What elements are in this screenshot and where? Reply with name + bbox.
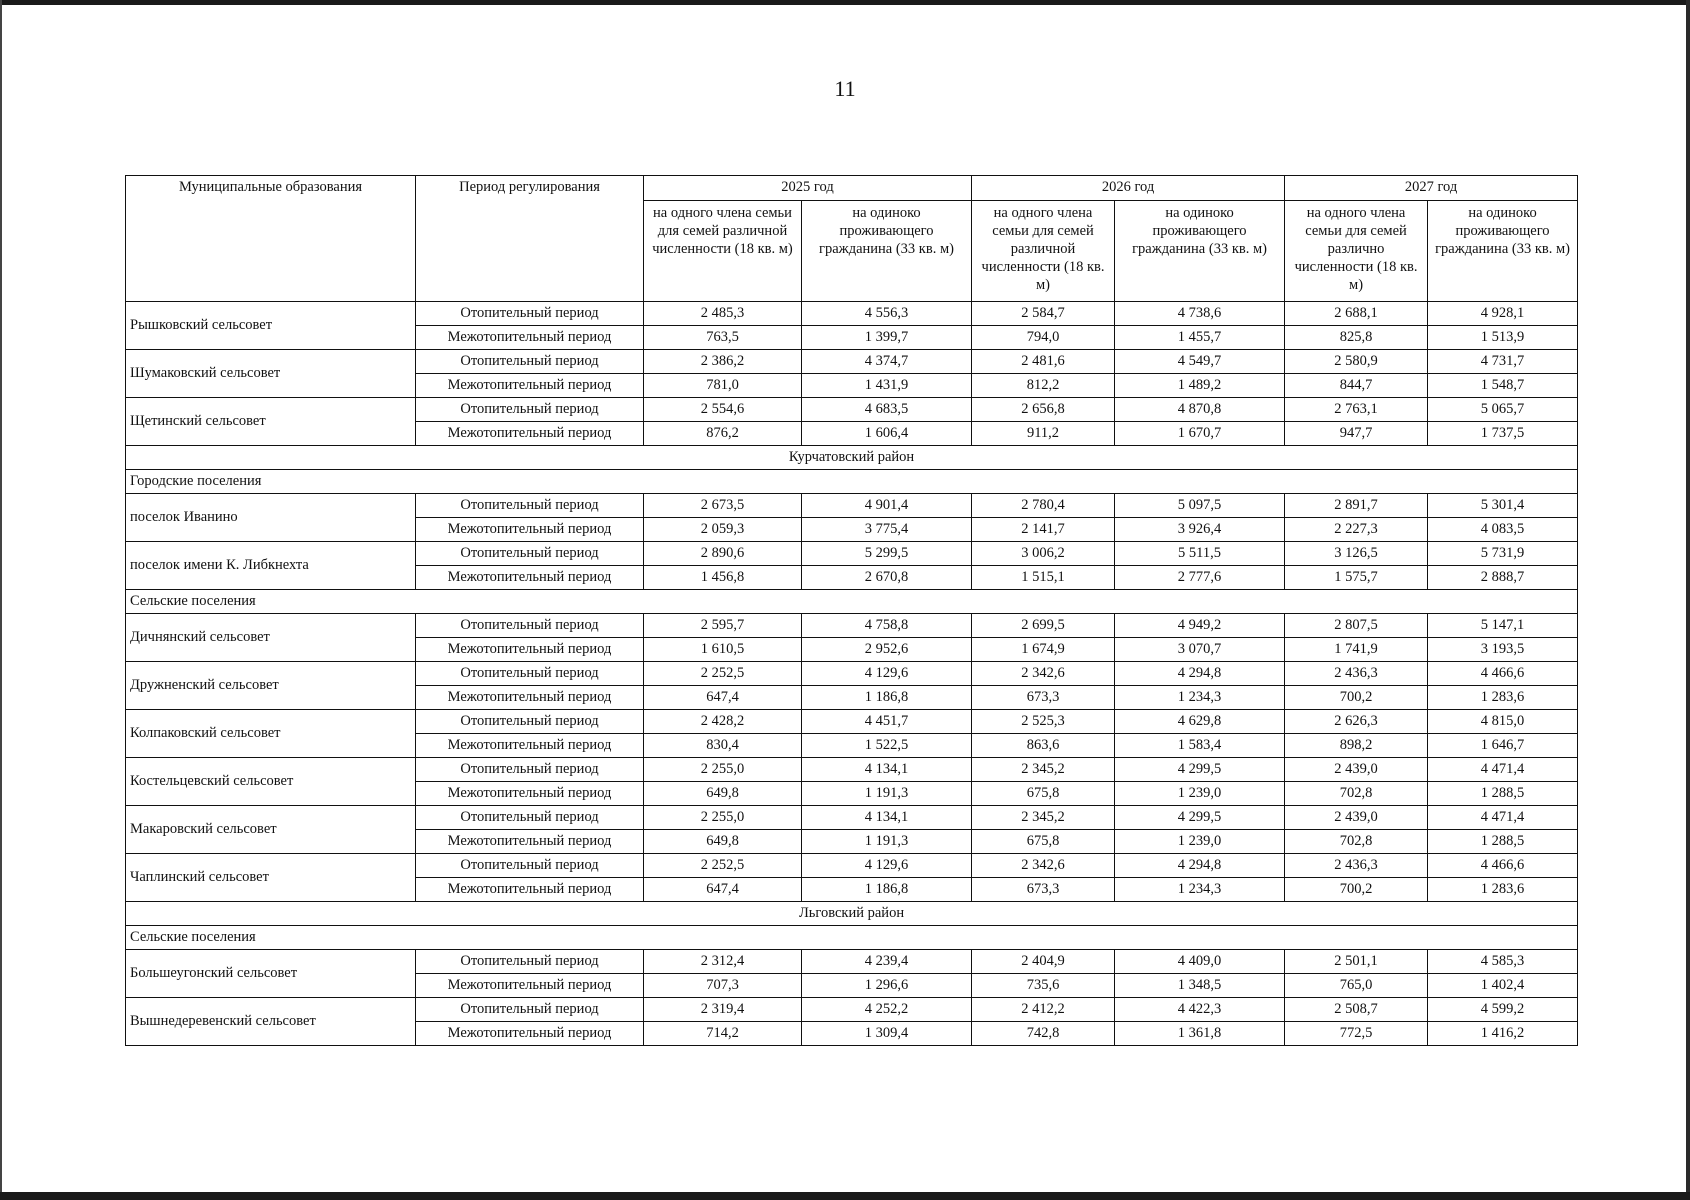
- tariff-value: 2 342,6: [972, 662, 1115, 686]
- tariff-value: 1 741,9: [1285, 638, 1428, 662]
- tariff-value: 4 870,8: [1115, 398, 1285, 422]
- tariff-value: 1 522,5: [802, 734, 972, 758]
- period-label: Отопительный период: [416, 806, 644, 830]
- tariff-value: 5 299,5: [802, 542, 972, 566]
- tariff-value: 2 688,1: [1285, 302, 1428, 326]
- tariff-value: 5 097,5: [1115, 494, 1285, 518]
- table-row: [126, 302, 1578, 326]
- district-name: Курчатовский район: [126, 446, 1578, 470]
- tariff-value: 1 489,2: [1115, 374, 1285, 398]
- municipality-name: Рышковский сельсовет: [126, 302, 416, 350]
- tariff-value: 4 683,5: [802, 398, 972, 422]
- tariff-value: 675,8: [972, 830, 1115, 854]
- tariff-value: 2 501,1: [1285, 950, 1428, 974]
- period-label: Отопительный период: [416, 854, 644, 878]
- tariff-value: 863,6: [972, 734, 1115, 758]
- tariff-value: 700,2: [1285, 686, 1428, 710]
- municipality-name: Колпаковский сельсовет: [126, 710, 416, 758]
- tariff-value: 707,3: [644, 974, 802, 998]
- tariff-value: 2 508,7: [1285, 998, 1428, 1022]
- tariff-value: 1 283,6: [1428, 686, 1578, 710]
- tariff-value: 772,5: [1285, 1022, 1428, 1046]
- tariff-value: 2 584,7: [972, 302, 1115, 326]
- tariff-value: 1 361,8: [1115, 1022, 1285, 1046]
- tariff-value: 4 134,1: [802, 806, 972, 830]
- period-label: Отопительный период: [416, 398, 644, 422]
- tariff-value: 2 319,4: [644, 998, 802, 1022]
- tariff-value: 876,2: [644, 422, 802, 446]
- tariff-value: 4 239,4: [802, 950, 972, 974]
- municipality-name: Большеугонский сельсовет: [126, 950, 416, 998]
- tariff-value: 2 428,2: [644, 710, 802, 734]
- table-row: [126, 710, 1578, 734]
- tariff-value: 649,8: [644, 782, 802, 806]
- period-label: Отопительный период: [416, 758, 644, 782]
- tariff-value: 825,8: [1285, 326, 1428, 350]
- tariff-value: 1 456,8: [644, 566, 802, 590]
- table-header: [126, 176, 1578, 302]
- tariff-value: 4 294,8: [1115, 662, 1285, 686]
- tariff-value: 2 345,2: [972, 806, 1115, 830]
- tariff-value: 673,3: [972, 878, 1115, 902]
- tariff-value: 4 471,4: [1428, 758, 1578, 782]
- tariff-value: 2 412,2: [972, 998, 1115, 1022]
- tariff-value: 4 374,7: [802, 350, 972, 374]
- tariff-value: 1 186,8: [802, 878, 972, 902]
- scan-left-border: [0, 0, 2, 1200]
- tariff-value: 1 548,7: [1428, 374, 1578, 398]
- tariff-value: 763,5: [644, 326, 802, 350]
- period-label: Отопительный период: [416, 350, 644, 374]
- tariff-value: 649,8: [644, 830, 802, 854]
- tariff-value: 898,2: [1285, 734, 1428, 758]
- tariff-value: 1 283,6: [1428, 878, 1578, 902]
- table-row: [126, 542, 1578, 566]
- scan-right-border: [1686, 0, 1690, 1200]
- tariff-value: 3 193,5: [1428, 638, 1578, 662]
- tariff-value: 1 239,0: [1115, 782, 1285, 806]
- tariff-value: 4 585,3: [1428, 950, 1578, 974]
- tariff-value: 2 227,3: [1285, 518, 1428, 542]
- tariff-value: 4 134,1: [802, 758, 972, 782]
- tariff-value: 765,0: [1285, 974, 1428, 998]
- tariff-value: 702,8: [1285, 830, 1428, 854]
- period-label: Отопительный период: [416, 302, 644, 326]
- tariff-value: 2 888,7: [1428, 566, 1578, 590]
- tariff-value: 4 129,6: [802, 854, 972, 878]
- tariff-value: 2 404,9: [972, 950, 1115, 974]
- tariff-value: 700,2: [1285, 878, 1428, 902]
- tariff-value: 1 288,5: [1428, 830, 1578, 854]
- tariff-value: 2 699,5: [972, 614, 1115, 638]
- tariff-value: 2 345,2: [972, 758, 1115, 782]
- district-name: Льговский район: [126, 902, 1578, 926]
- period-label: Отопительный период: [416, 662, 644, 686]
- period-label: Отопительный период: [416, 542, 644, 566]
- tariff-value: 702,8: [1285, 782, 1428, 806]
- table-row: [126, 350, 1578, 374]
- tariff-value: 4 949,2: [1115, 614, 1285, 638]
- period-label: Межотопительный период: [416, 974, 644, 998]
- period-label: Отопительный период: [416, 614, 644, 638]
- tariff-value: 2 436,3: [1285, 662, 1428, 686]
- group-row: [126, 590, 1578, 614]
- period-label: Межотопительный период: [416, 422, 644, 446]
- period-label: Отопительный период: [416, 710, 644, 734]
- tariff-value: 2 485,3: [644, 302, 802, 326]
- tariff-value: 1 575,7: [1285, 566, 1428, 590]
- tariff-value: 844,7: [1285, 374, 1428, 398]
- tariff-value: 2 059,3: [644, 518, 802, 542]
- tariff-value: 3 070,7: [1115, 638, 1285, 662]
- municipality-name: Дружненский сельсовет: [126, 662, 416, 710]
- tariff-value: 2 890,6: [644, 542, 802, 566]
- table-row: [126, 662, 1578, 686]
- tariff-value: 1 191,3: [802, 830, 972, 854]
- scan-bottom-border: [0, 1192, 1690, 1200]
- tariff-value: 5 301,4: [1428, 494, 1578, 518]
- tariff-value: 2 141,7: [972, 518, 1115, 542]
- tariff-value: 1 402,4: [1428, 974, 1578, 998]
- tariff-table: [125, 175, 1578, 1046]
- tariff-value: 2 595,7: [644, 614, 802, 638]
- tariff-value: 2 580,9: [1285, 350, 1428, 374]
- header-municipality: Муниципальные образования: [126, 176, 416, 302]
- tariff-value: 5 065,7: [1428, 398, 1578, 422]
- tariff-value: 742,8: [972, 1022, 1115, 1046]
- settlement-group-name: Сельские поселения: [126, 590, 1578, 614]
- header-sub-single: на одиноко проживающего гражданина (33 кв. м): [1115, 201, 1285, 302]
- tariff-value: 3 926,4: [1115, 518, 1285, 542]
- table-row: [126, 614, 1578, 638]
- tariff-value: 2 255,0: [644, 806, 802, 830]
- tariff-value: 4 901,4: [802, 494, 972, 518]
- tariff-value: 911,2: [972, 422, 1115, 446]
- period-label: Межотопительный период: [416, 518, 644, 542]
- table-row: [126, 854, 1578, 878]
- period-label: Межотопительный период: [416, 374, 644, 398]
- tariff-value: 4 599,2: [1428, 998, 1578, 1022]
- table-body: [126, 302, 1578, 1046]
- tariff-value: 4 299,5: [1115, 758, 1285, 782]
- tariff-value: 3 775,4: [802, 518, 972, 542]
- municipality-name: Макаровский сельсовет: [126, 806, 416, 854]
- tariff-value: 2 386,2: [644, 350, 802, 374]
- tariff-value: 2 255,0: [644, 758, 802, 782]
- scan-top-border: [0, 0, 1690, 5]
- tariff-value: 2 673,5: [644, 494, 802, 518]
- table-row: [126, 494, 1578, 518]
- tariff-value: 2 312,4: [644, 950, 802, 974]
- tariff-value: 1 416,2: [1428, 1022, 1578, 1046]
- tariff-value: 735,6: [972, 974, 1115, 998]
- header-year-2025: 2025 год: [644, 176, 972, 201]
- period-label: Межотопительный период: [416, 782, 644, 806]
- period-label: Отопительный период: [416, 494, 644, 518]
- tariff-value: 1 670,7: [1115, 422, 1285, 446]
- municipality-name: Костельцевский сельсовет: [126, 758, 416, 806]
- tariff-value: 4 409,0: [1115, 950, 1285, 974]
- period-label: Межотопительный период: [416, 734, 644, 758]
- header-year-2026: 2026 год: [972, 176, 1285, 201]
- table-row: [126, 950, 1578, 974]
- tariff-value: 4 466,6: [1428, 854, 1578, 878]
- municipality-name: поселок Иванино: [126, 494, 416, 542]
- period-label: Отопительный период: [416, 998, 644, 1022]
- tariff-value: 1 234,3: [1115, 686, 1285, 710]
- tariff-value: 1 431,9: [802, 374, 972, 398]
- district-row: [126, 902, 1578, 926]
- tariff-value: 4 294,8: [1115, 854, 1285, 878]
- tariff-value: 1 674,9: [972, 638, 1115, 662]
- tariff-value: 3 126,5: [1285, 542, 1428, 566]
- municipality-name: Шумаковский сельсовет: [126, 350, 416, 398]
- tariff-value: 794,0: [972, 326, 1115, 350]
- municipality-name: Вышнедеревенский сельсовет: [126, 998, 416, 1046]
- header-year-2027: 2027 год: [1285, 176, 1578, 201]
- settlement-group-name: Городские поселения: [126, 470, 1578, 494]
- period-label: Межотопительный период: [416, 638, 644, 662]
- municipality-name: поселок имени К. Либкнехта: [126, 542, 416, 590]
- tariff-value: 4 451,7: [802, 710, 972, 734]
- tariff-value: 4 815,0: [1428, 710, 1578, 734]
- tariff-value: 781,0: [644, 374, 802, 398]
- tariff-value: 830,4: [644, 734, 802, 758]
- tariff-value: 1 513,9: [1428, 326, 1578, 350]
- tariff-value: 947,7: [1285, 422, 1428, 446]
- tariff-value: 1 186,8: [802, 686, 972, 710]
- period-label: Межотопительный период: [416, 686, 644, 710]
- tariff-value: 4 466,6: [1428, 662, 1578, 686]
- tariff-value: 675,8: [972, 782, 1115, 806]
- tariff-value: 1 288,5: [1428, 782, 1578, 806]
- tariff-value: 2 252,5: [644, 662, 802, 686]
- municipality-name: Щетинский сельсовет: [126, 398, 416, 446]
- tariff-value: 2 763,1: [1285, 398, 1428, 422]
- tariff-value: 4 731,7: [1428, 350, 1578, 374]
- header-sub-single: на одиноко проживающего гражданина (33 кв. м): [802, 201, 972, 302]
- tariff-value: 2 807,5: [1285, 614, 1428, 638]
- tariff-value: 5 731,9: [1428, 542, 1578, 566]
- group-row: [126, 926, 1578, 950]
- tariff-value: 4 129,6: [802, 662, 972, 686]
- tariff-value: 4 471,4: [1428, 806, 1578, 830]
- tariff-value: 4 422,3: [1115, 998, 1285, 1022]
- tariff-value: 1 296,6: [802, 974, 972, 998]
- tariff-value: 1 606,4: [802, 422, 972, 446]
- tariff-value: 2 656,8: [972, 398, 1115, 422]
- tariff-value: 3 006,2: [972, 542, 1115, 566]
- tariff-value: 4 083,5: [1428, 518, 1578, 542]
- tariff-value: 4 738,6: [1115, 302, 1285, 326]
- tariff-value: 647,4: [644, 686, 802, 710]
- tariff-value: 1 348,5: [1115, 974, 1285, 998]
- tariff-value: 2 952,6: [802, 638, 972, 662]
- tariff-value: 2 626,3: [1285, 710, 1428, 734]
- tariff-value: 2 891,7: [1285, 494, 1428, 518]
- tariff-value: 2 342,6: [972, 854, 1115, 878]
- tariff-value: 1 455,7: [1115, 326, 1285, 350]
- tariff-value: 714,2: [644, 1022, 802, 1046]
- period-label: Отопительный период: [416, 950, 644, 974]
- tariff-value: 1 583,4: [1115, 734, 1285, 758]
- tariff-value: 1 399,7: [802, 326, 972, 350]
- tariff-value: 1 610,5: [644, 638, 802, 662]
- district-row: [126, 446, 1578, 470]
- municipality-name: Дичнянский сельсовет: [126, 614, 416, 662]
- tariff-value: 4 556,3: [802, 302, 972, 326]
- tariff-value: 2 252,5: [644, 854, 802, 878]
- header-sub-single: на одиноко проживающего гражданина (33 кв. м): [1428, 201, 1578, 302]
- period-label: Межотопительный период: [416, 878, 644, 902]
- tariff-value: 2 439,0: [1285, 806, 1428, 830]
- tariff-value: 2 670,8: [802, 566, 972, 590]
- table-row: [126, 806, 1578, 830]
- header-sub-family: на одного члена семьи для семей различной численности (18 кв. м): [644, 201, 802, 302]
- tariff-value: 4 252,2: [802, 998, 972, 1022]
- tariff-value: 1 737,5: [1428, 422, 1578, 446]
- header-sub-family: на одного члена семьи для семей различно численности (18 кв. м): [1285, 201, 1428, 302]
- period-label: Межотопительный период: [416, 1022, 644, 1046]
- page-number: 11: [834, 76, 856, 101]
- tariff-value: 1 646,7: [1428, 734, 1578, 758]
- tariff-value: 1 309,4: [802, 1022, 972, 1046]
- tariff-value: 5 147,1: [1428, 614, 1578, 638]
- period-label: Межотопительный период: [416, 830, 644, 854]
- table-row: [126, 758, 1578, 782]
- tariff-value: 4 928,1: [1428, 302, 1578, 326]
- tariff-value: 2 525,3: [972, 710, 1115, 734]
- tariff-value: 673,3: [972, 686, 1115, 710]
- tariff-value: 1 191,3: [802, 782, 972, 806]
- table-row: [126, 398, 1578, 422]
- tariff-value: 812,2: [972, 374, 1115, 398]
- tariff-value: 2 481,6: [972, 350, 1115, 374]
- group-row: [126, 470, 1578, 494]
- tariff-value: 1 234,3: [1115, 878, 1285, 902]
- period-label: Межотопительный период: [416, 326, 644, 350]
- tariff-value: 1 515,1: [972, 566, 1115, 590]
- header-period: Период регулирования: [416, 176, 644, 302]
- header-sub-family: на одного члена семьи для семей различной численности (18 кв. м): [972, 201, 1115, 302]
- tariff-value: 4 629,8: [1115, 710, 1285, 734]
- tariff-value: 4 299,5: [1115, 806, 1285, 830]
- municipality-name: Чаплинский сельсовет: [126, 854, 416, 902]
- tariff-value: 2 777,6: [1115, 566, 1285, 590]
- tariff-value: 4 758,8: [802, 614, 972, 638]
- tariff-value: 2 780,4: [972, 494, 1115, 518]
- tariff-value: 647,4: [644, 878, 802, 902]
- tariff-value: 2 439,0: [1285, 758, 1428, 782]
- settlement-group-name: Сельские поселения: [126, 926, 1578, 950]
- tariff-value: 5 511,5: [1115, 542, 1285, 566]
- tariff-value: 1 239,0: [1115, 830, 1285, 854]
- tariff-value: 2 436,3: [1285, 854, 1428, 878]
- period-label: Межотопительный период: [416, 566, 644, 590]
- table-row: [126, 998, 1578, 1022]
- tariff-value: 2 554,6: [644, 398, 802, 422]
- tariff-value: 4 549,7: [1115, 350, 1285, 374]
